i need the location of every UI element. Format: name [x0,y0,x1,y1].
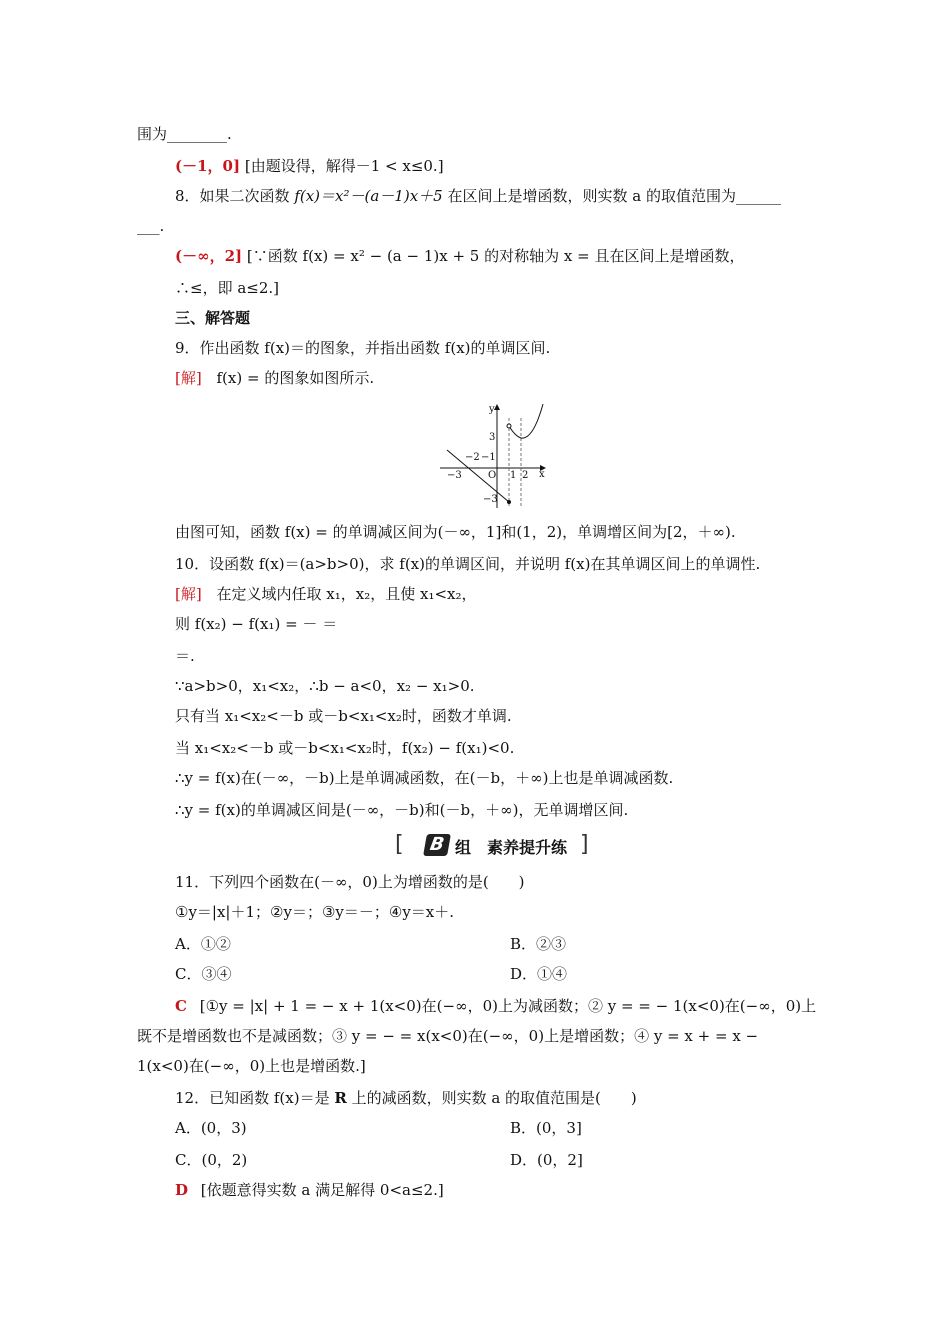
banner-bracket-right: ] [580,832,589,857]
text-line: 1(x<0)在(−∞，0)上也是增函数.] [137,1057,366,1075]
option-b: B．②③ [510,935,567,953]
tick-x-neg2: −2 [465,452,480,463]
question-10: 10．设函数 f(x)＝(a>b>0)，求 f(x)的单调区间，并说明 f(x)在其单调区间上的单调性. [175,555,761,573]
solution-10-line [175,584,477,604]
tick-x-neg3: −3 [447,470,462,481]
text-line: ∵a>b>0，x₁<x₂，∴b − a<0，x₂ − x₁>0. [175,677,475,695]
tick-y-3: 3 [489,432,496,443]
text-line: ___. [137,217,165,235]
option-a: A．(0，3) [175,1119,247,1137]
question-12 [175,1088,637,1108]
section-banner [395,830,595,860]
banner-title: 组 素养提升练 [455,838,568,857]
question-11: 11．下列四个函数在(－∞，0)上为增函数的是( ) [175,873,525,891]
function-graph [435,400,550,512]
question-11-items: ①y＝|x|＋1；②y＝；③y＝－；④y＝x＋. [175,903,455,921]
answer-key: D [175,1181,189,1199]
answer-line-12 [175,1180,444,1200]
text-line: ∴y = f(x)在(－∞，－b)上是单调减函数，在(－b，＋∞)上也是单调减函数. [175,769,674,787]
text-line: 当 x₁<x₂<－b 或－b<x₁<x₂时，f(x₂) − f(x₁)<0. [175,739,515,757]
q8-function: f(x)＝x²－(a－1)x＋5 [294,187,443,205]
option-d: D．(0，2] [510,1151,583,1169]
question-8 [175,186,781,206]
solution-text: f(x) = 的图象如图所示. [216,369,375,387]
solution-tag: [解] [175,585,202,603]
answer-line-11 [175,996,816,1016]
solution-tag: [解] [175,369,202,387]
tick-x-1: 1 [510,470,517,481]
option-b: B．(0，3] [510,1119,582,1137]
text-line: ∴≤，即 a≤2.] [175,279,280,297]
question-9: 9．作出函数 f(x)＝的图象，并指出函数 f(x)的单调区间. [175,339,551,357]
real-set-symbol: R [334,1089,347,1107]
option-c: C．③④ [175,965,232,983]
text-line: 既不是增函数也不是减函数；③ y = − = x(x<0)在(−∞，0)上是增函数；④ y = x + = x − [137,1027,759,1045]
answer-explanation: [依题意得实数 a 满足解得 0<a≤2.] [200,1181,444,1199]
tick-x-neg1: −1 [481,452,496,463]
text-line: 则 f(x₂) − f(x₁) = － ＝ [175,615,338,633]
question-text-cont: 在区间上是增函数，则实数 a 的取值范围为______ [442,187,781,205]
closed-point [507,500,511,504]
question-text: 8．如果二次函数 [175,187,295,205]
tick-x-2: 2 [522,470,529,481]
answer-key: (－∞，2] [175,247,243,265]
y-label: y [489,404,495,415]
text-line: 围为________. [137,125,232,143]
option-a: A．①② [175,935,231,953]
solution-9-line [175,368,374,388]
text-line: ＝. [175,647,195,665]
section-title: 三、解答题 [175,309,251,327]
curve-segment [509,404,543,438]
banner-bracket-left: [ [395,832,404,857]
text-line: ∴y = f(x)的单调减区间是(－∞，－b)和(－b，＋∞)，无单调增区间. [175,801,629,819]
answer-explanation: [∵函数 f(x) = x² − (a − 1)x + 5 的对称轴为 x = 且在区间上是增函数， [246,247,745,265]
question-text: 12．已知函数 f(x)＝是 [175,1089,335,1107]
question-text-cont: 上的减函数，则实数 a 的取值范围是( ) [346,1089,637,1107]
answer-explanation: [由题设得，解得－1 < x≤0.] [244,157,444,175]
option-c: C．(0，2) [175,1151,248,1169]
solution-text: 在定义域内任取 x₁，x₂，且使 x₁<x₂， [216,585,477,603]
banner-letter-badge: B [423,834,451,856]
option-d: D．①④ [510,965,568,983]
answer-explanation: [①y = |x| + 1 = − x + 1(x<0)在(−∞，0)上为减函数；② y = = − 1(x<0)在(−∞，0)上 [199,997,817,1015]
answer-key: C [175,997,187,1015]
text-line: 只有当 x₁<x₂<－b 或－b<x₁<x₂时，函数才单调. [175,707,512,725]
answer-line-8 [175,246,744,266]
text-line: 由图可知，函数 f(x) = 的单调减区间为(－∞，1]和(1，2)，单调增区间为[2，＋∞). [175,523,736,541]
open-point [507,424,511,428]
x-label: x [539,469,545,480]
answer-line-7 [175,156,444,176]
origin-label: O [488,470,497,481]
answer-key: (－1，0] [175,157,241,175]
tick-y-neg3: −3 [483,494,498,505]
